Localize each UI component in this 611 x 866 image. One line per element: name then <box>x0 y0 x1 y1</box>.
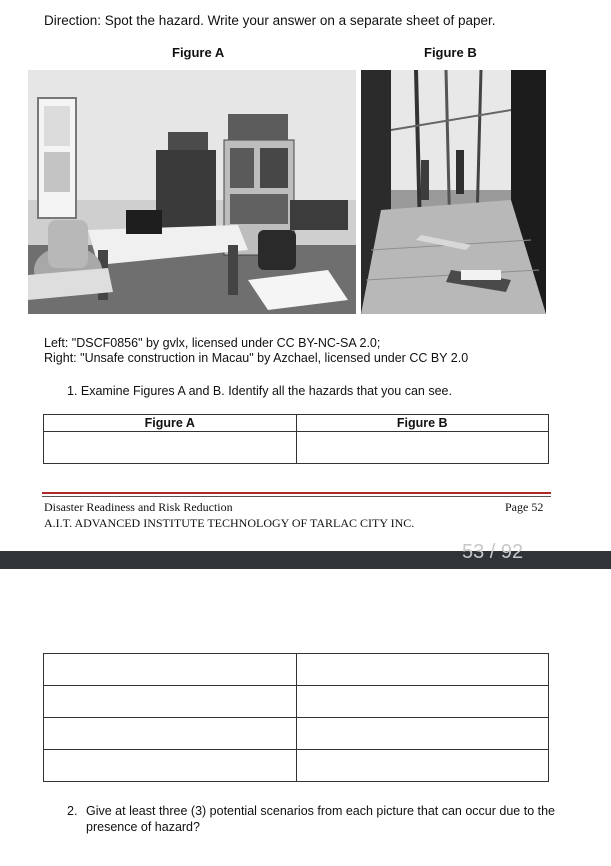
answer-cell-figure-b[interactable] <box>296 718 549 750</box>
column-header-figure-a: Figure A <box>44 415 297 432</box>
figure-a-photo <box>28 70 356 314</box>
answer-cell-figure-a[interactable] <box>44 654 297 686</box>
footer-rule-red <box>42 492 551 494</box>
figure-b-label: Figure B <box>424 45 477 60</box>
table-row <box>44 718 549 750</box>
footer-page-number: Page 52 <box>505 500 544 514</box>
table-row <box>44 432 549 464</box>
footer-school-name: A.I.T. ADVANCED INSTITUTE TECHNOLOGY OF TARLAC CITY INC. <box>44 516 415 530</box>
question-1: 1. Examine Figures A and B. Identify all the hazards that you can see. <box>67 384 452 398</box>
question-2-number: 2. <box>67 804 78 818</box>
answer-cell-figure-a[interactable] <box>44 432 297 464</box>
answer-cell-figure-b[interactable] <box>296 686 549 718</box>
figure-a-label: Figure A <box>172 45 225 60</box>
answer-cell-figure-a[interactable] <box>44 750 297 782</box>
footer-course-title: Disaster Readiness and Risk Reduction <box>44 500 233 514</box>
column-header-figure-b: Figure B <box>296 415 549 432</box>
answer-cell-figure-a[interactable] <box>44 718 297 750</box>
hazard-answer-table-continued <box>43 653 549 782</box>
question-2-text: Give at least three (3) potential scenarios from each picture that can occur due to the presence of hazard? <box>86 804 556 834</box>
table-row <box>44 654 549 686</box>
hazard-answer-table <box>43 414 549 464</box>
footer-rule <box>42 496 551 497</box>
answer-cell-figure-b[interactable] <box>296 654 549 686</box>
image-credit-left: Left: "DSCF0856" by gvlx, licensed under CC BY-NC-SA 2.0; <box>44 336 381 350</box>
image-credit-right: Right: "Unsafe construction in Macau" by Azchael, licensed under CC BY 2.0 <box>44 351 469 365</box>
direction-text: Direction: Spot the hazard. Write your answer on a separate sheet of paper. <box>44 13 496 28</box>
table-row <box>44 750 549 782</box>
table-row <box>44 686 549 718</box>
answer-cell-figure-b[interactable] <box>296 432 549 464</box>
answer-cell-figure-b[interactable] <box>296 750 549 782</box>
figure-b-photo <box>361 70 546 314</box>
page-indicator: 53 / 92 <box>462 541 524 563</box>
answer-cell-figure-a[interactable] <box>44 686 297 718</box>
question-2 <box>67 803 557 835</box>
